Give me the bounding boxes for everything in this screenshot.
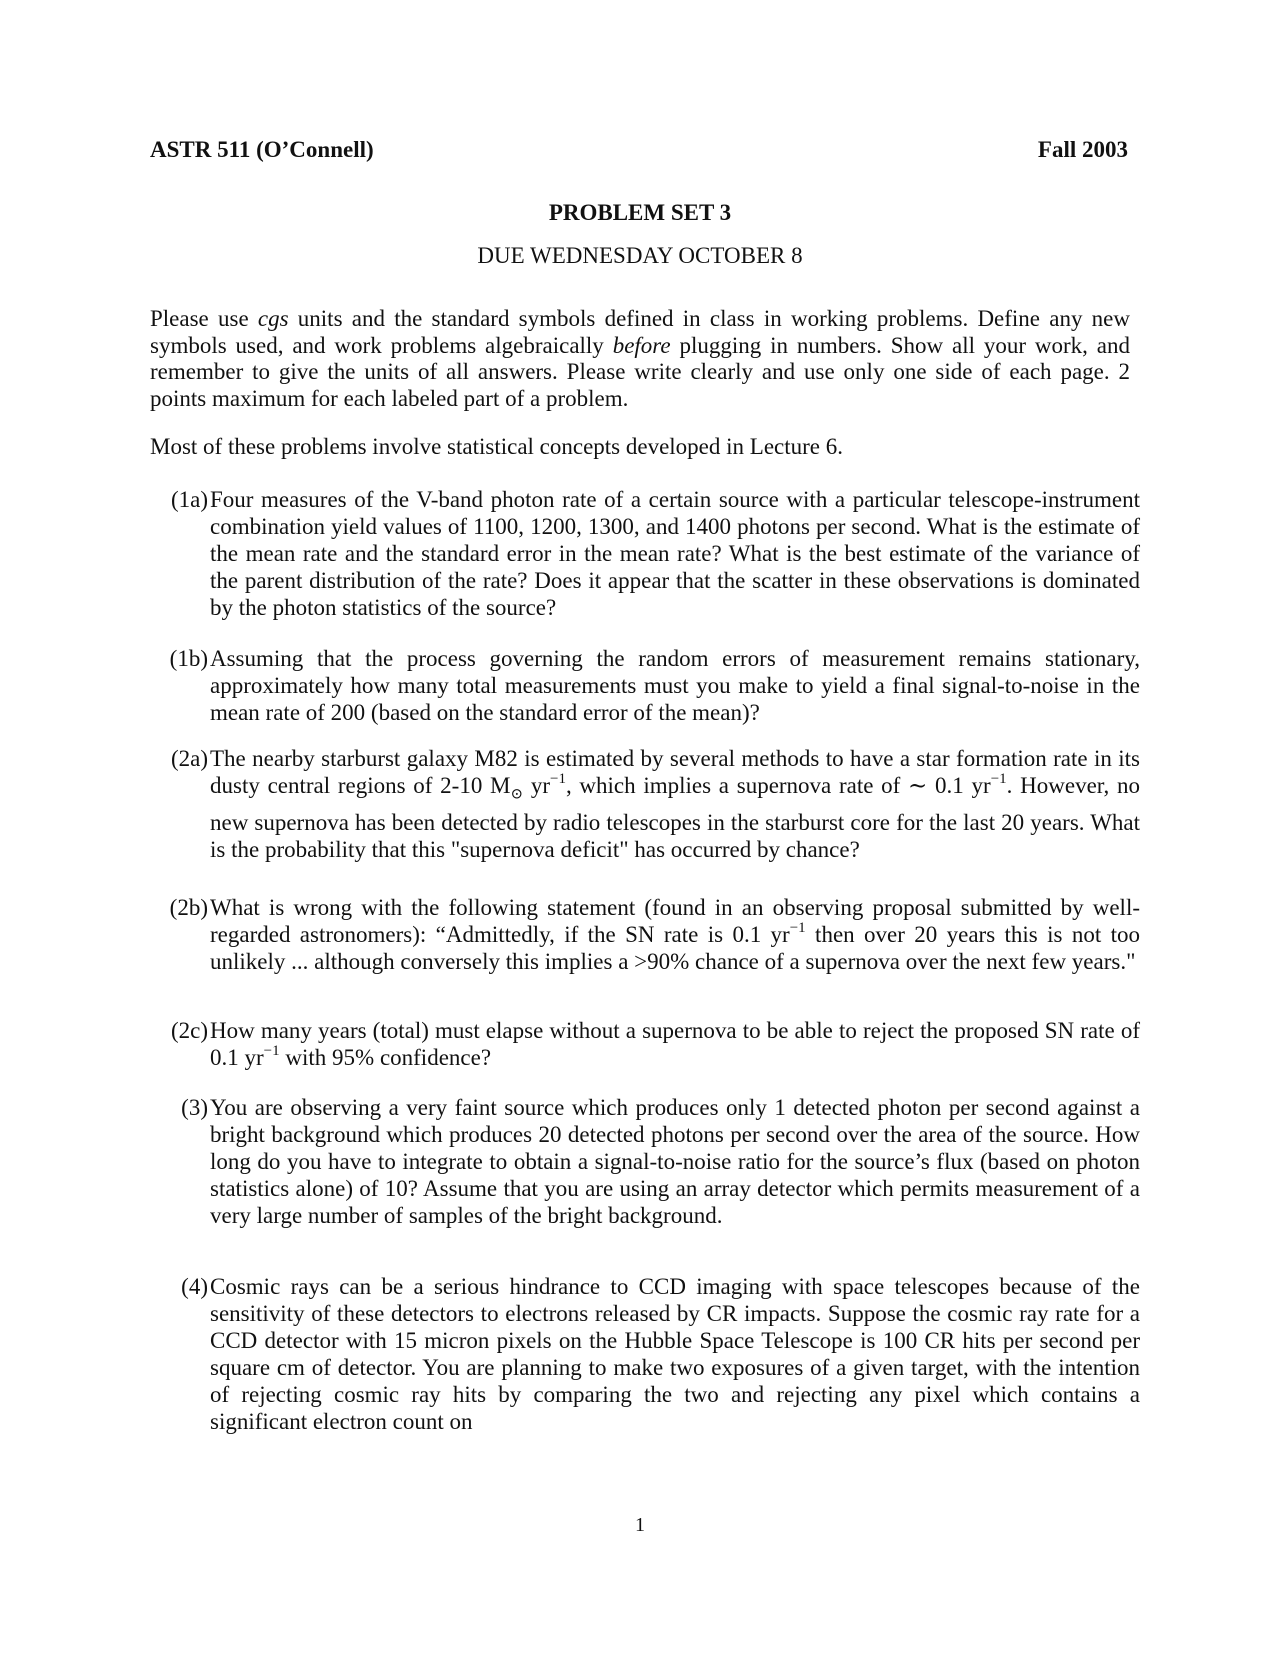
page-number: 1: [635, 1514, 645, 1536]
intro-paragraph: Please use cgs units and the standard symbols defined in class in working problems. Define any new symbols used, and work problems algebraically before plugging in numbers. Show all your work, and remember to give the units of all answers. Please write clearly and use only one side of each page. 2 points maximum for each labeled part of a problem.: [150, 306, 1131, 411]
problem-text: Four measures of the V-band photon rate of a certain source with a particular telescope-instrument combination yield values of 1100, 1200, 1300, and 1400 photons per second. What is the estimate of the mean rate and the standard error in the mean rate? What is the best estimate of the variance of the parent distribution of the rate? Does it appear that the scatter in these observations is dominated by the photon statistics of the source?: [210, 487, 1140, 620]
problem-label: (2c): [170, 1018, 208, 1043]
problem-label: (2a): [170, 746, 208, 771]
problem-2b: [140, 894, 1140, 975]
problem-1b: [140, 645, 1140, 726]
course-title: ASTR 511 (O’Connell): [150, 137, 374, 162]
sun-symbol: ⊙: [510, 786, 524, 803]
problem-label: (4): [181, 1274, 208, 1299]
problem-text: How many years (total) must elapse without a supernova to be able to reject the proposed SN rate of 0.1 $yr^{-1}$ with 95% confidence?: [210, 1018, 1140, 1070]
problem-text: The nearby starburst galaxy M82 is estimated by several methods to have a star formation rate in its dusty central regions of 2-10 $M_⊙$ $yr^{-1}$, which implies a supernova rate of ∼ 0.1 $yr^{-1}$. However, no new supernova has been detected by radio telescopes in the starburst core for the last 20 years. What is the probability that this "supernova deficit" has occurred by chance?: [210, 746, 1140, 862]
before-term: before: [612, 332, 671, 358]
problem-4: [140, 1273, 1140, 1435]
due-date: DUE WEDNESDAY OCTOBER 8: [477, 243, 803, 268]
problem-label: (1b): [169, 646, 208, 671]
problem-text: You are observing a very faint source which produces only 1 detected photon per second against a bright background which produces 20 detected photons per second over the area of the source. How long do you have to integrate to obtain a signal-to-noise ratio for the source’s flux (based on photon statistics alone) of 10? Assume that you are using an array detector which permits measurement of a very large number of samples of the bright background.: [210, 1095, 1140, 1228]
problem-2c: [140, 1017, 1140, 1071]
term: Fall 2003: [1037, 137, 1128, 162]
problem-2a: [140, 745, 1140, 863]
document-title: PROBLEM SET 3: [548, 200, 732, 225]
problem-text: Assuming that the process governing the random errors of measurement remains stationary, approximately how many total measurements must you make to yield a final signal-to-noise in the mean rate of 200 (based on the standard error of the mean)?: [210, 646, 1140, 725]
cgs-term: cgs: [257, 306, 289, 331]
problem-1a: [140, 486, 1140, 621]
lecture-note: Most of these problems involve statistical concepts developed in Lecture 6.: [150, 434, 844, 459]
problem-3: [140, 1094, 1140, 1229]
problem-label: (2b): [169, 895, 208, 920]
problem-label: (3): [181, 1095, 208, 1120]
problem-text: Cosmic rays can be a serious hindrance to CCD imaging with space telescopes because of the sensitivity of these detectors to electrons released by CR impacts. Suppose the cosmic ray rate for a CCD detector with 15 micron pixels on the Hubble Space Telescope is 100 CR hits per second per square cm of detector. You are planning to make two exposures of a given target, with the intention of rejecting cosmic ray hits by comparing the two and rejecting any pixel which contains a significant electron count on: [210, 1274, 1140, 1434]
problem-text: What is wrong with the following statement (found in an observing proposal submitted by well-regarded astronomers): “Admittedly, if the SN rate is 0.1 $yr^{-1}$ then over 20 years this is not too unlikely ... although conversely this implies a >90% chance of a supernova over the next few years.": [210, 895, 1140, 974]
problem-label: (1a): [170, 487, 208, 512]
